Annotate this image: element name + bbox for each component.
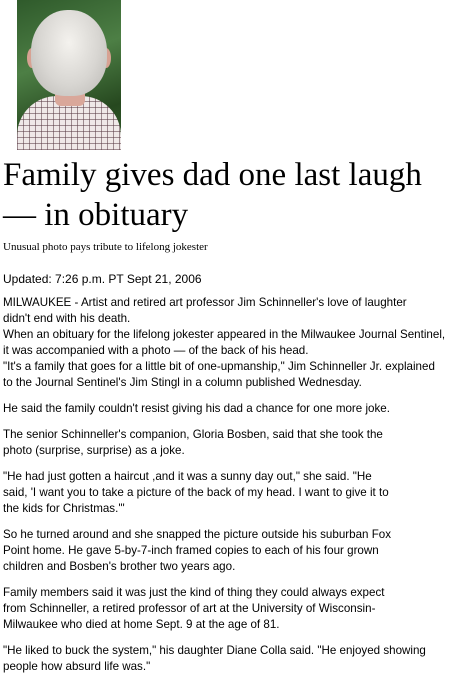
text-line: it was accompanied with a photo — of the back of his head.: [3, 344, 309, 357]
paragraph-4: [3, 469, 473, 517]
text-line: from Schinneller, a retired professor of art at the University of Wisconsin-: [3, 602, 376, 615]
text-line: MILWAUKEE - Artist and retired art professor Jim Schinneller's love of laughter: [3, 296, 407, 309]
text-line: "He liked to buck the system," his daughter Diane Colla said. "He enjoyed showing: [3, 644, 426, 657]
paragraph-2: [3, 401, 473, 417]
text-line: When an obituary for the lifelong jokester appeared in the Milwaukee Journal Sentinel,: [3, 328, 446, 341]
text-line: "It's a family that goes for a little bit of one-upmanship," Jim Schinneller Jr. explained: [3, 360, 435, 373]
text-line: Point home. He gave 5-by-7-inch framed copies to each of his four grown: [3, 544, 379, 557]
man-back-of-head-photo: [17, 0, 121, 150]
text-line: So he turned around and she snapped the picture outside his suburban Fox: [3, 528, 392, 541]
paragraph-3: [3, 427, 473, 459]
article-body: [3, 295, 473, 675]
text-line: He said the family couldn't resist giving his dad a chance for one more joke.: [3, 402, 390, 415]
text-line: "He had just gotten a haircut ,and it was a sunny day out," she said. "He: [3, 470, 372, 483]
text-line: photo (surprise, surprise) as a joke.: [3, 444, 185, 457]
text-line: the kids for Christmas.'": [3, 502, 125, 515]
gray-hair-head: [31, 10, 107, 96]
paragraph-7: [3, 643, 473, 675]
paragraph-6: [3, 585, 473, 633]
text-line: to the Journal Sentinel's Jim Stingl in a column published Wednesday.: [3, 376, 362, 389]
text-line: Family members said it was just the kind of thing they could always expect: [3, 586, 385, 599]
text-line: didn't end with his death.: [3, 312, 131, 325]
text-line: people how absurd life was.": [3, 660, 151, 673]
text-line: The senior Schinneller's companion, Gloria Bosben, said that she took the: [3, 428, 383, 441]
text-line: said, 'I want you to take a picture of the back of my head. I want to give it to: [3, 486, 389, 499]
updated-timestamp: Updated: 7:26 p.m. PT Sept 21, 2006: [3, 272, 202, 286]
subhead: Unusual photo pays tribute to lifelong jokester: [3, 241, 208, 253]
text-line: Milwaukee who died at home Sept. 9 at the age of 81.: [3, 618, 280, 631]
paragraph-1: [3, 295, 473, 391]
headline: Family gives dad one last laugh — in obituary: [3, 157, 422, 233]
paragraph-5: [3, 527, 473, 575]
text-line: children and Bosben's brother two years ago.: [3, 560, 236, 573]
